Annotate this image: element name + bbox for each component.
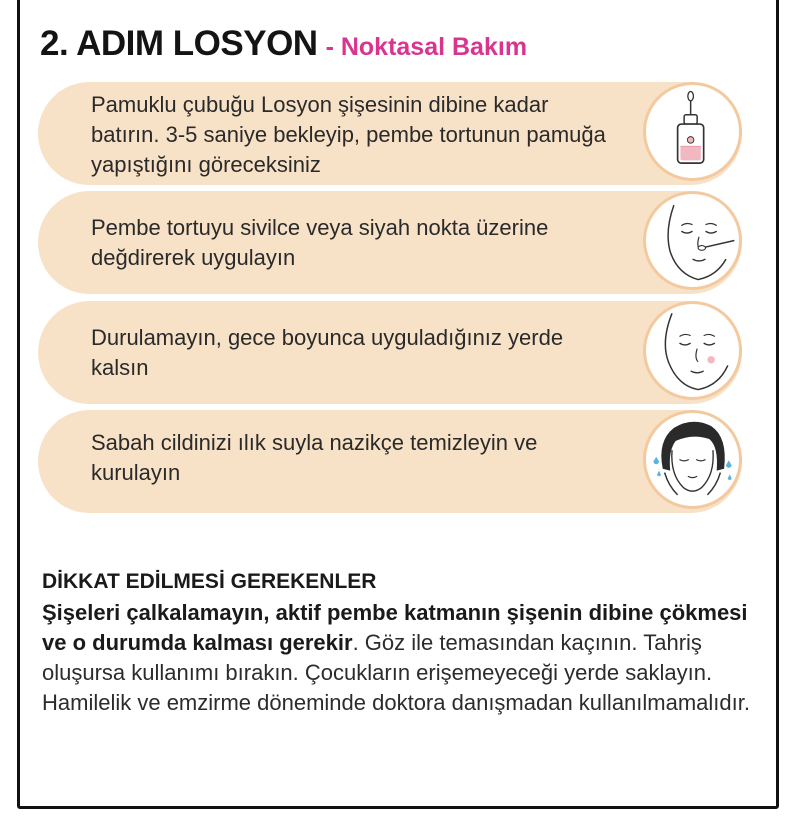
step-card-4 — [38, 410, 742, 513]
warnings-bold-text: Şişeleri çalkalamayın, aktif pembe katmanın şişenin dibine çökmesi ve o durumda kalması gerekir — [42, 600, 748, 655]
step-text-4: Sabah cildinizi ılık suyla nazikçe temizleyin ve kurulayın — [91, 430, 538, 485]
lotion-bottle-swab-icon — [643, 82, 742, 181]
warnings-heading: DİKKAT EDİLMESİ GEREKENLER — [42, 570, 377, 593]
step-text-2: Pembe tortuyu sivilce veya siyah nokta üzerine değdirerek uygulayın — [91, 215, 549, 270]
step-card-3 — [38, 301, 742, 404]
page-title — [40, 24, 527, 64]
warnings-body-text: . Göz ile temasından kaçının. Tahriş oluşursa kullanımı bırakın. Çocukların erişemeyeceği yerde saklayın. Hamilelik ve emzirme döneminde doktora danışmadan kullanılmamalıdır. — [42, 630, 750, 715]
warnings-text — [42, 598, 762, 718]
step-title: 2. ADIM LOSYON — [40, 24, 318, 63]
step-card-1 — [38, 82, 742, 185]
face-applying-swab-icon — [643, 191, 742, 290]
step-subtitle: - Noktasal Bakım — [325, 33, 528, 61]
warnings-section — [42, 570, 762, 718]
step-text-1: Pamuklu çubuğu Losyon şişesinin dibine kadar batırın. 3-5 saniye bekleyip, pembe tortunun pamuğa yapıştığını göreceksiniz — [91, 92, 606, 177]
face-resting-icon — [643, 301, 742, 400]
step-text-3: Durulamayın, gece boyunca uyguladığınız yerde kalsın — [91, 325, 564, 380]
face-washing-icon — [643, 410, 742, 509]
step-card-2 — [38, 191, 742, 294]
